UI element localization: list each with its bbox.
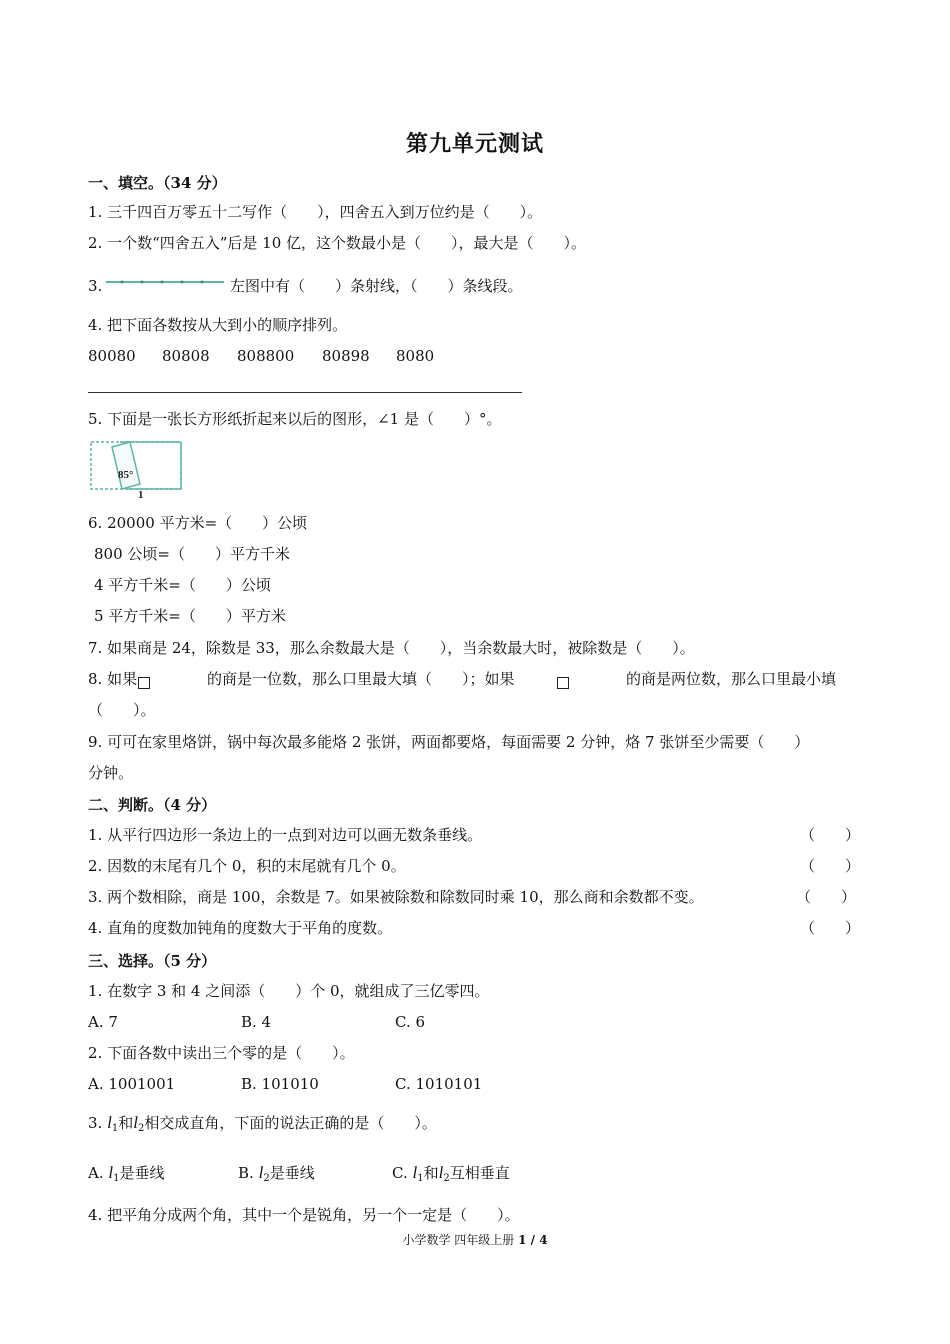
choice-question-4: 4. 把平角分成两个角，其中一个是锐角，另一个一定是（ ）。 (88, 1206, 520, 1224)
question-1-8a: 8. 如果 (88, 670, 138, 688)
judge-blank-2[interactable]: （ ） (800, 857, 861, 875)
folded-paper-figure (88, 438, 188, 500)
question-1-9a: 9. 可可在家里烙饼，锅中每次最多能烙 2 张饼，两面都要烙，每面需要 2 分钟，烙 7 张饼至少需要（ ） (88, 733, 810, 751)
choice-1-option-b[interactable]: B. 4 (241, 1013, 272, 1031)
number-80898: 80898 (322, 347, 370, 365)
page-footer (0, 1231, 950, 1248)
question-1-7: 7. 如果商是 24，除数是 33，那么余数最大是（ ），当余数最大时，被除数是（ ）。 (88, 639, 695, 657)
angle-85-label: 85° (118, 469, 134, 481)
section-heading-fill-blank: 一、填空。（34 分） (88, 174, 227, 192)
number-80808: 80808 (162, 347, 210, 365)
judge-item-4: 4. 直角的度数加钝角的度数大于平角的度数。 (88, 919, 393, 937)
question-1-8b: 的商是一位数，那么口里最大填（ ）；如果 (207, 670, 515, 688)
page-number: 1 / 4 (518, 1233, 548, 1247)
answer-line (88, 392, 522, 393)
choice-3-option-b[interactable]: B. $l_2$是垂线 (238, 1163, 315, 1184)
choice-2-option-b[interactable]: B. 101010 (241, 1075, 319, 1093)
question-1-6b: 800 公顷=（ ）平方千米 (94, 545, 290, 563)
judge-item-3: 3. 两个数相除，商是 100，余数是 7。如果被除数和除数同时乘 10，那么商和余数都不变。 (88, 888, 704, 906)
judge-item-1: 1. 从平行四边形一条边上的一点到对边可以画无数条垂线。 (88, 826, 483, 844)
question-1-6d: 5 平方千米=（ ）平方米 (94, 607, 286, 625)
footer-subject: 小学数学 四年级上册 (402, 1233, 515, 1247)
question-1-3-number: 3. (88, 277, 103, 295)
question-1-9b: 分钟。 (88, 764, 134, 782)
question-1-6a: 6. 20000 平方米=（ ）公顷 (88, 514, 308, 532)
choice-question-2: 2. 下面各数中读出三个零的是（ ）。 (88, 1044, 355, 1062)
choice-2-option-a[interactable]: A. 1001001 (88, 1075, 176, 1093)
square-box-1 (138, 673, 150, 692)
question-1-4: 4. 把下面各数按从大到小的顺序排列。 (88, 316, 348, 334)
question-1-1: 1. 三千四百万零五十二写作（ ），四舍五入到万位约是（ ）。 (88, 203, 543, 221)
page-title: 第九单元测试 (405, 132, 544, 157)
angle-1-label: 1 (138, 489, 144, 500)
question-1-8d: （ ）。 (88, 701, 156, 719)
choice-2-option-c[interactable]: C. 1010101 (395, 1075, 483, 1093)
number-808800: 808800 (237, 347, 295, 365)
number-8080: 8080 (396, 347, 435, 365)
judge-blank-4[interactable]: （ ） (800, 919, 861, 937)
question-1-6c: 4 平方千米=（ ）公顷 (94, 576, 271, 594)
choice-3-option-c[interactable]: C. $l_1$和$l_2$互相垂直 (392, 1163, 510, 1184)
judge-blank-1[interactable]: （ ） (800, 826, 861, 844)
ray-segment-figure (104, 277, 226, 287)
section-heading-choice: 三、选择。（5 分） (88, 952, 217, 970)
question-1-2: 2. 一个数“四舍五入”后是 10 亿，这个数最小是（ ），最大是（ ）。 (88, 234, 587, 252)
choice-question-1: 1. 在数字 3 和 4 之间添（ ）个 0，就组成了三亿零四。 (88, 982, 490, 1000)
number-80080: 80080 (88, 347, 136, 365)
question-1-3: 左图中有（ ）条射线，（ ）条线段。 (230, 277, 523, 295)
choice-1-option-c[interactable]: C. 6 (395, 1013, 426, 1031)
question-1-8c: 的商是两位数，那么口里最小填 (626, 670, 837, 688)
section-heading-judge: 二、判断。（4 分） (88, 796, 217, 814)
square-box-2 (557, 673, 569, 692)
judge-item-2: 2. 因数的末尾有几个 0，积的末尾就有几个 0。 (88, 857, 406, 875)
choice-question-3: 3. $l_1$和$l_2$相交成直角，下面的说法正确的是（ ）。 (88, 1113, 437, 1134)
question-1-5: 5. 下面是一张长方形纸折起来以后的图形，∠1 是（ ）°。 (88, 410, 502, 428)
choice-1-option-a[interactable]: A. 7 (88, 1013, 118, 1031)
judge-blank-3[interactable]: （ ） (796, 888, 857, 906)
choice-3-option-a[interactable]: A. $l_1$是垂线 (88, 1163, 165, 1184)
